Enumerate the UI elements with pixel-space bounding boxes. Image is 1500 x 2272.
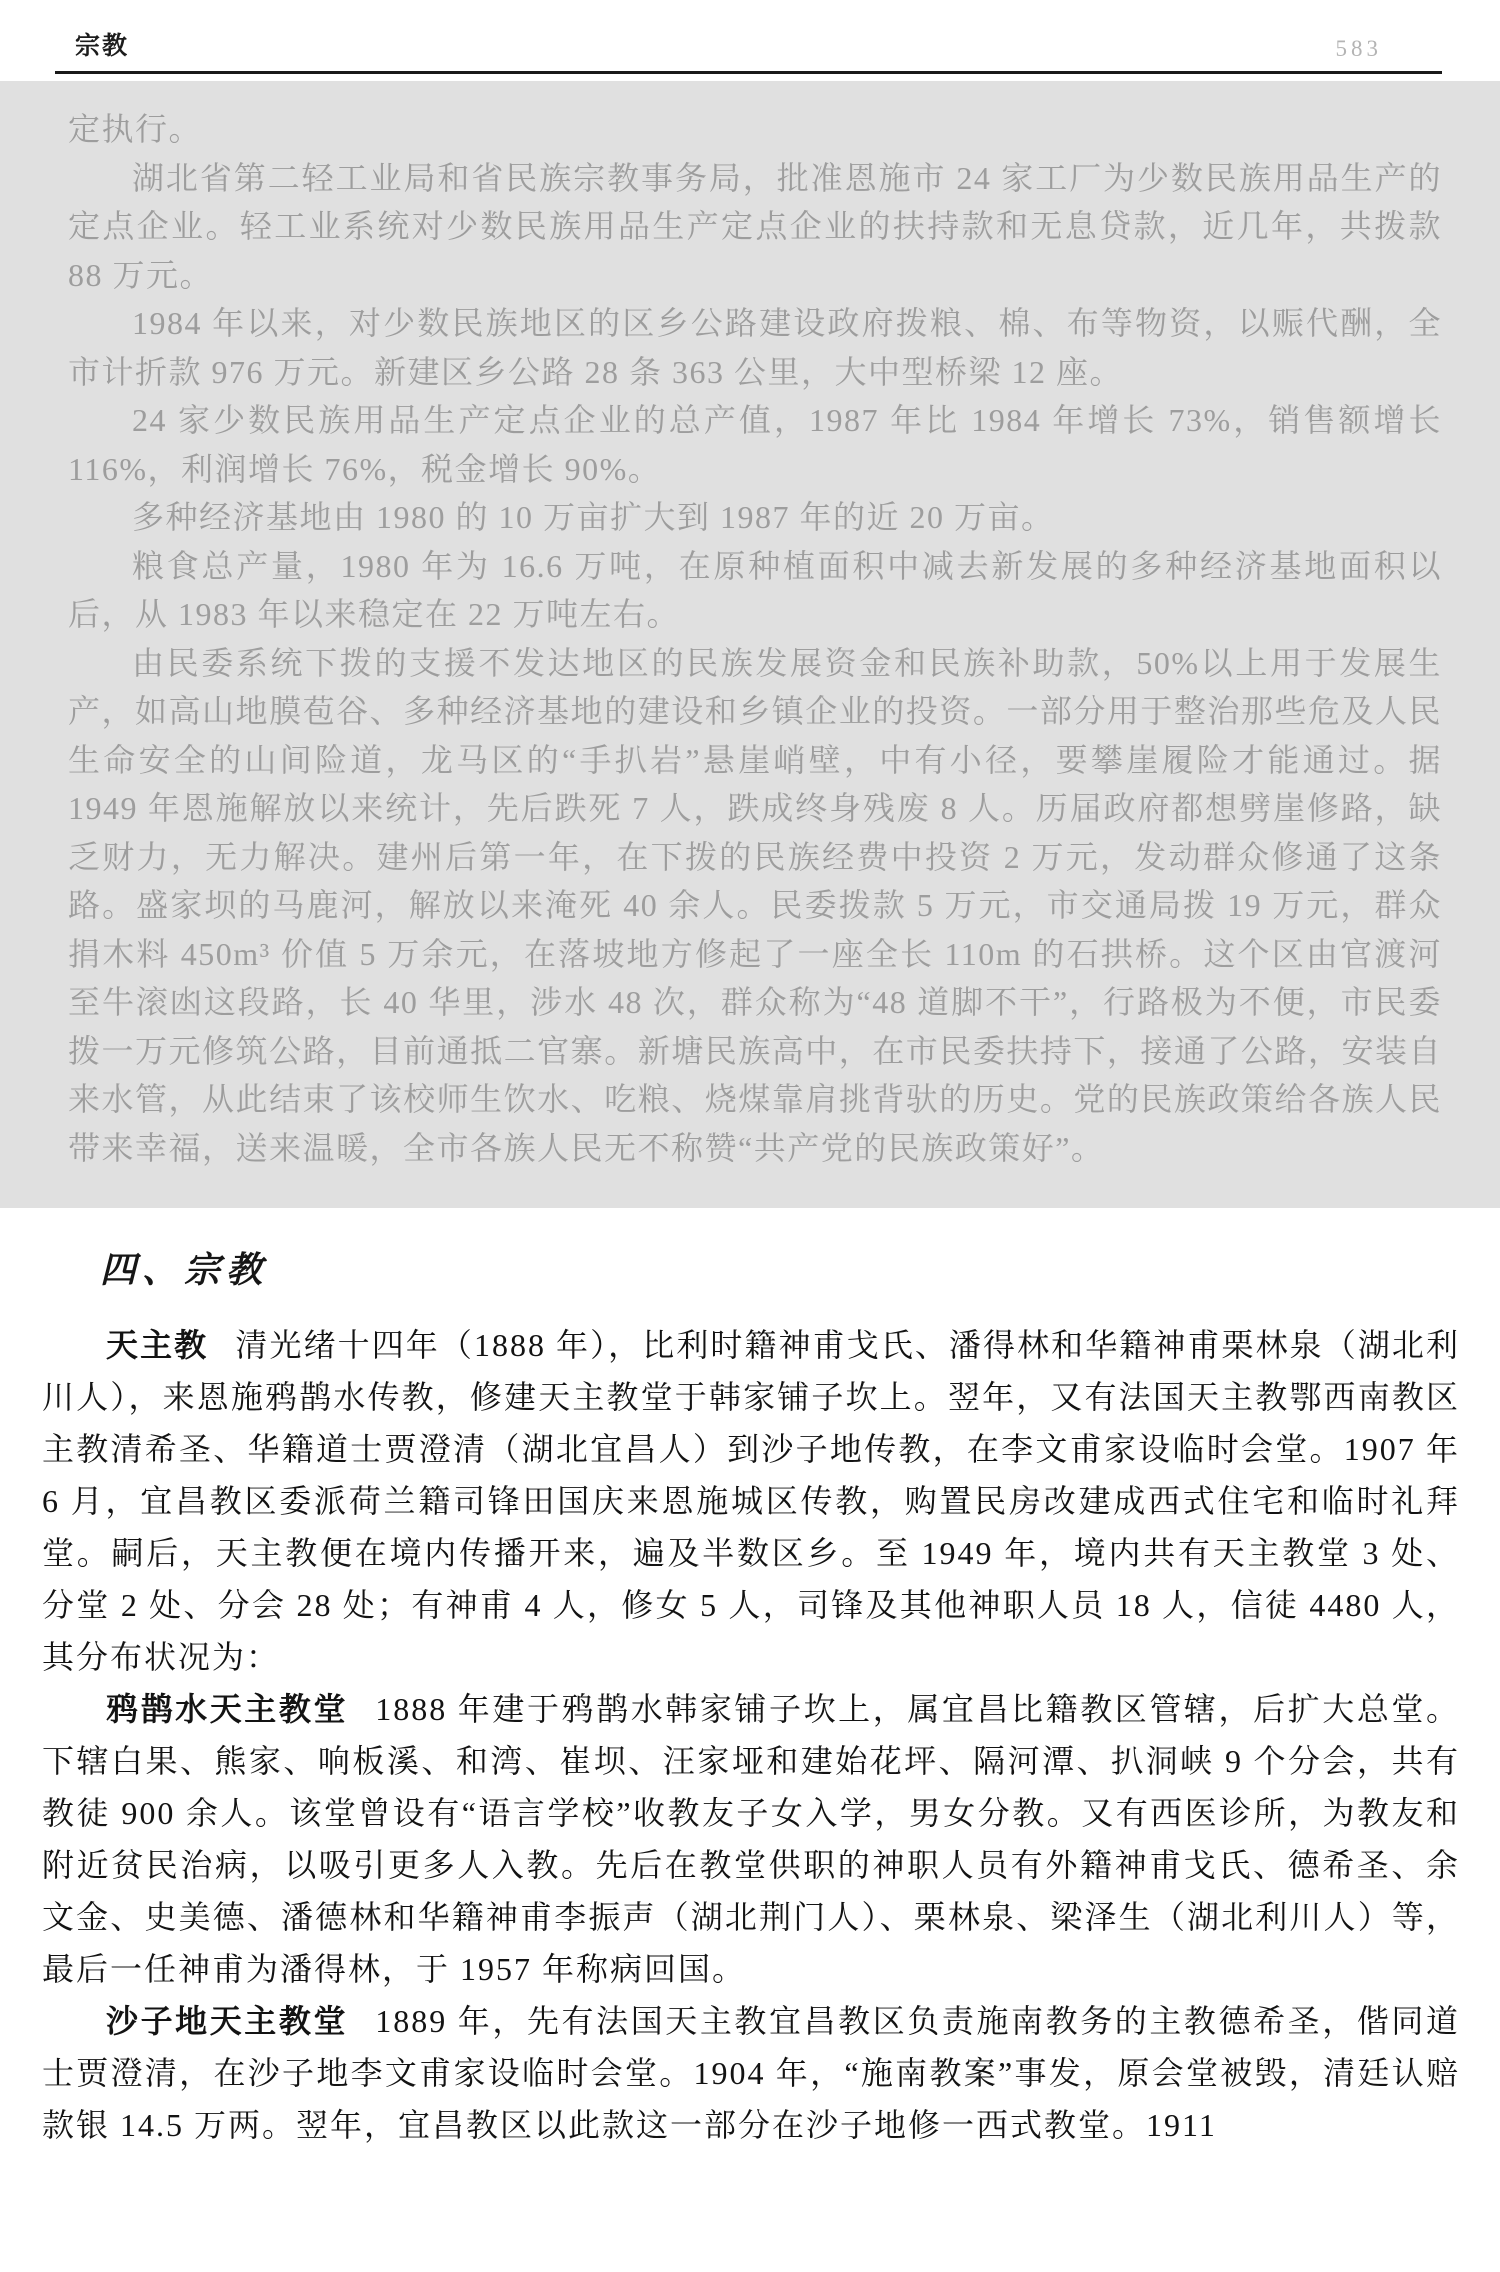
paragraph-lead: 沙子地天主教堂 [106,2003,349,2039]
paragraph-lead: 鸦鹊水天主教堂 [106,1691,349,1727]
faded-previous-section [0,81,1500,1208]
running-header-title: 宗教 [75,33,130,60]
paragraph-lead: 天主教 [106,1327,209,1363]
legacy-paragraph: 1984 年以来，对少数民族地区的区乡公路建设政府拨粮、棉、布等物资，以赈代酬，全市计折款 976 万元。新建区乡公路 28 条 363 公里，大中型桥梁 12 座。 [68,305,1442,390]
legacy-paragraph: 多种经济基地由 1980 的 10 万亩扩大到 1987 年的近 20 万亩。 [132,499,1055,535]
paragraph-shazidi-church [42,1995,1460,2151]
paragraph-text: 1889 年，先有法国天主教宜昌教区负责施南教务的主教德希圣，偕同道士贾澄清，在沙子地李文甫家设临时会堂。1904 年，“施南教案”事发，原会堂被毁，清廷认赔款银 14.5 万两。翌年，宜昌教区以此款这一部分在沙子地修一西式教堂。1911 [42,2003,1460,2143]
running-header [0,0,1500,62]
paragraph-text: 清光绪十四年（1888 年），比利时籍神甫戈氏、潘得林和华籍神甫栗林泉（湖北利川人），来恩施鸦鹊水传教，修建天主教堂于韩家铺子坎上。翌年，又有法国天主教鄂西南教区主教清希圣、华籍道士贾澄清（湖北宜昌人）到沙子地传教，在李文甫家设临时会堂。1907 年 6 月，宜昌教区委派荷兰籍司锋田国庆来恩施城区传教，购置民房改建成西式住宅和临时礼拜堂。嗣后，天主教便在境内传播开来，遍及半数区乡。至 1949 年，境内共有天主教堂 3 处、分堂 2 处、分会 28 处；有神甫 4 人，修女 5 人，司锋及其他神职人员 18 人，信徒 4480 人，其分布状况为： [42,1327,1460,1675]
legacy-paragraph: 湖北省第二轻工业局和省民族宗教事务局，批准恩施市 24 家工厂为少数民族用品生产的定点企业。轻工业系统对少数民族用品生产定点企业的扶持款和无息贷款，近几年，共拨款 88 万元。 [68,159,1442,293]
section-heading: 四、宗教 [100,1250,269,1290]
legacy-paragraph: 24 家少数民族用品生产定点企业的总产值，1987 年比 1984 年增长 73%，销售额增长 116%，利润增长 76%，税金增长 90%。 [68,402,1442,487]
section-body [0,1313,1500,2151]
legacy-paragraph: 粮食总产量，1980 年为 16.6 万吨，在原种植面积中减去新发展的多种经济基地面积以后，从 1983 年以来稳定在 22 万吨左右。 [68,547,1442,632]
legacy-paragraph: 由民委系统下拨的支援不发达地区的民族发展资金和民族补助款，50%以上用于发展生产，如高山地膜苞谷、多种经济基地的建设和乡镇企业的投资。一部分用于整治那些危及人民生命安全的山间险道，龙马区的“手扒岩”悬崖峭壁，中有小径，要攀崖履险才能通过。据 1949 年恩施解放以来统计，先后跌死 7 人，跌成终身残废 8 人。历届政府都想劈崖修路，缺乏财力，无力解决。建州后第一年，在下拨的民族经费中投资 2 万元，发动群众修通了这条路。盛家坝的马鹿河，解放以来淹死 40 余人。民委拨款 5 万元，市交通局拨 19 万元，群众捐木料 450m³ 价值 5 万余元，在落坡地方修起了一座全长 110m 的石拱桥。这个区由官渡河至牛滚凼这段路，长 40 华里，涉水 48 次，群众称为“48 道脚不干”，行路极为不便，市民委拨一万元修筑公路，目前通抵二官寨。新塘民族高中，在市民委扶持下，接通了公路，安装自来水管，从此结束了该校师生饮水、吃粮、烧煤靠肩挑背驮的历史。党的民族政策给各族人民带来幸福，送来温暖，全市各族人民无不称赞“共产党的民族政策好”。 [68,644,1442,1166]
paragraph-yaquehsui-church [42,1683,1460,1995]
header-rule [55,71,1442,74]
page-number: 583 [1335,36,1382,61]
legacy-paragraph: 定执行。 [68,111,203,147]
paragraph-text: 1888 年建于鸦鹊水韩家铺子坎上，属宜昌比籍教区管辖，后扩大总堂。下辖白果、熊家、响板溪、和湾、崔坝、汪家垭和建始花坪、隔河潭、扒洞峡 9 个分会，共有教徒 900 余人。该堂曾设有“语言学校”收教友子女入学，男女分教。又有西医诊所，为教友和附近贫民治病，以吸引更多人入教。先后在教堂供职的神职人员有外籍神甫戈氏、德希圣、余文金、史美德、潘德林和华籍神甫李振声（湖北荆门人）、栗林泉、梁泽生（湖北利川人）等，最后一任神甫为潘得林，于 1957 年称病回国。 [42,1691,1460,1987]
paragraph-catholicism [42,1319,1460,1683]
